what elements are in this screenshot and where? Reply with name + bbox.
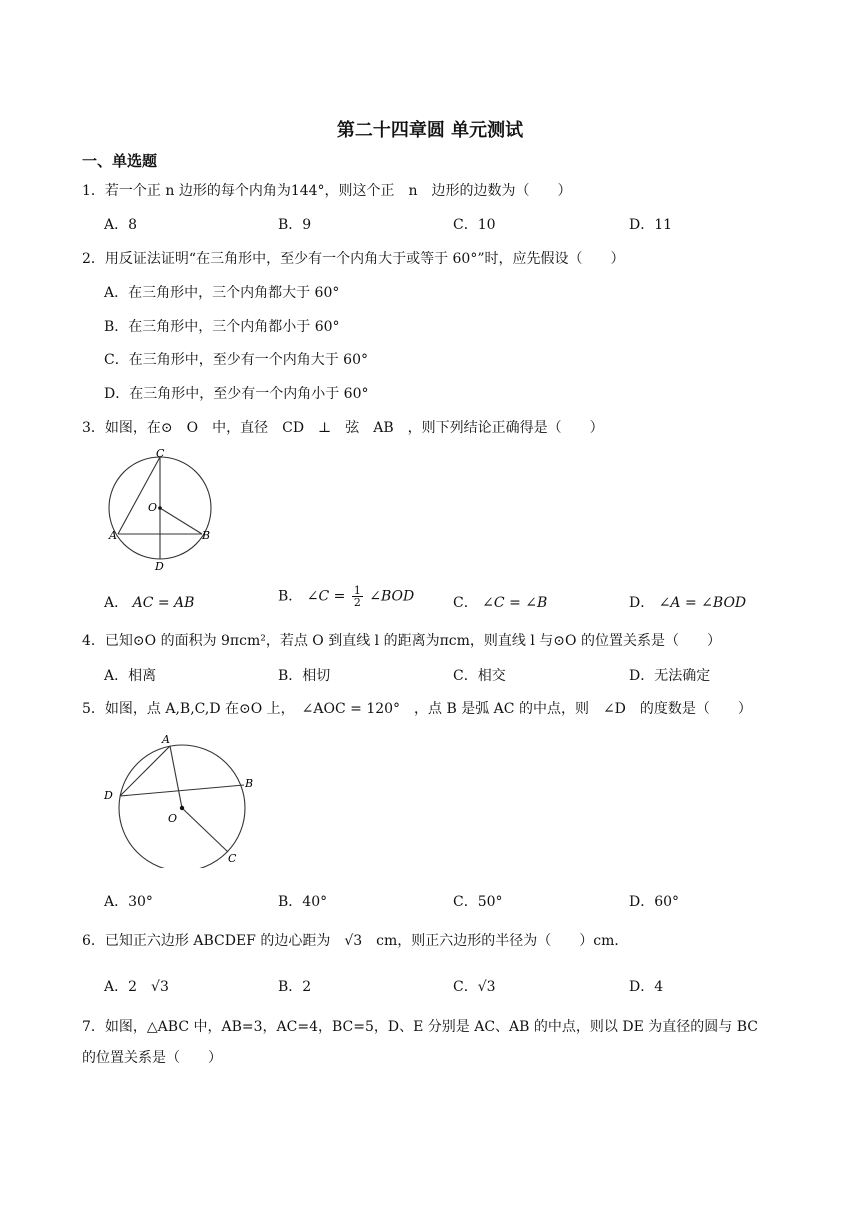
- question-7-stem: 7．如图，△ABC 中，AB=3，AC=4，BC=5，D、E 分别是 AC、AB 的中点，则以 DE 为直径的圆与 BC: [82, 1019, 758, 1035]
- question-3-stem: 3．如图，在⊙ O 中，直径 CD ⊥ 弦 AB ，则下列结论正确得是（ ）: [82, 420, 604, 436]
- q3-option-b-math-right: ∠BOD: [369, 588, 415, 605]
- label-d: D: [104, 789, 113, 802]
- label-a: A: [109, 529, 117, 542]
- q3-option-a-letter: A．: [104, 595, 129, 611]
- q3-option-a[interactable]: [104, 592, 194, 612]
- q1-option-d[interactable]: D．11: [629, 217, 673, 233]
- label-o: O: [148, 501, 158, 514]
- q3-option-a-math: AC = AB: [132, 595, 195, 611]
- label-c: C: [228, 852, 237, 865]
- q5-option-b[interactable]: B．40°: [278, 894, 328, 910]
- q3-option-b-letter: B．: [278, 588, 303, 605]
- q3-option-d-letter: D．: [629, 595, 655, 611]
- question-5-stem: 5．如图，点 A,B,C,D 在⊙O 上， ∠AOC = 120° ，点 B 是弧 AC 的中点，则 ∠D 的度数是（ ）: [82, 701, 752, 717]
- q1-option-c[interactable]: C．10: [453, 217, 496, 233]
- page-title: 第二十四章圆 单元测试: [336, 120, 524, 141]
- q3-option-d[interactable]: [629, 592, 746, 612]
- q3-option-c-letter: C．: [453, 595, 478, 611]
- q3-option-c-math: ∠C = ∠B: [482, 595, 548, 611]
- question-4-stem: 4．已知⊙O 的面积为 9πcm²，若点 O 到直线 l 的距离为πcm，则直线 l 与⊙O 的位置关系是（ ）: [82, 633, 721, 649]
- q3-option-d-math: ∠A = ∠BOD: [658, 595, 747, 611]
- question-1-stem: 1．若一个正 n 边形的每个内角为144°，则这个正 n 边形的边数为（ ）: [82, 183, 572, 199]
- q3-circle-figure: [104, 448, 224, 572]
- q3-option-b-math-left: ∠C =: [306, 588, 346, 605]
- q4-option-c[interactable]: C．相交: [453, 668, 506, 684]
- q6-option-c[interactable]: C．√3: [453, 979, 496, 995]
- q5-option-a[interactable]: A．30°: [104, 894, 153, 910]
- q4-option-d[interactable]: D．无法确定: [629, 668, 711, 684]
- q5-option-c[interactable]: C．50°: [453, 894, 503, 910]
- label-b: B: [245, 777, 254, 790]
- q6-option-b[interactable]: B．2: [278, 979, 312, 995]
- label-d: D: [155, 560, 164, 572]
- q2-option-c[interactable]: C．在三角形中，至少有一个内角大于 60°: [104, 352, 368, 368]
- q2-option-a[interactable]: A．在三角形中，三个内角都大于 60°: [104, 285, 340, 301]
- label-c: C: [156, 448, 165, 460]
- q2-option-d[interactable]: D．在三角形中，至少有一个内角小于 60°: [104, 386, 369, 402]
- q4-option-a[interactable]: A．相离: [104, 668, 157, 684]
- q3-option-b[interactable]: [278, 585, 414, 608]
- q4-option-b[interactable]: B．相切: [278, 668, 331, 684]
- q5-circle-figure: [98, 728, 268, 868]
- label-b: B: [202, 529, 211, 542]
- q6-option-d[interactable]: D．4: [629, 979, 664, 995]
- q5-option-d[interactable]: D．60°: [629, 894, 680, 910]
- label-o: O: [168, 812, 178, 825]
- one-half-fraction: $\frac{1}{2}$: [353, 584, 361, 609]
- q2-option-b[interactable]: B．在三角形中，三个内角都小于 60°: [104, 319, 340, 335]
- q1-option-a[interactable]: A．8: [104, 217, 138, 233]
- q3-option-c[interactable]: [453, 592, 547, 612]
- question-2-stem: 2．用反证法证明“在三角形中，至少有一个内角大于或等于 60°”时，应先假设（ ）: [82, 251, 625, 267]
- label-a: A: [162, 733, 170, 746]
- q6-option-a[interactable]: A．2 √3: [104, 979, 169, 995]
- section-heading: 一、单选题: [82, 152, 158, 170]
- q1-option-b[interactable]: B．9: [278, 217, 312, 233]
- question-7-stem-cont: 的位置关系是（ ）: [82, 1050, 222, 1066]
- question-6-stem: 6．已知正六边形 ABCDEF 的边心距为 √3 cm，则正六边形的半径为（ ）cm．: [82, 933, 629, 949]
